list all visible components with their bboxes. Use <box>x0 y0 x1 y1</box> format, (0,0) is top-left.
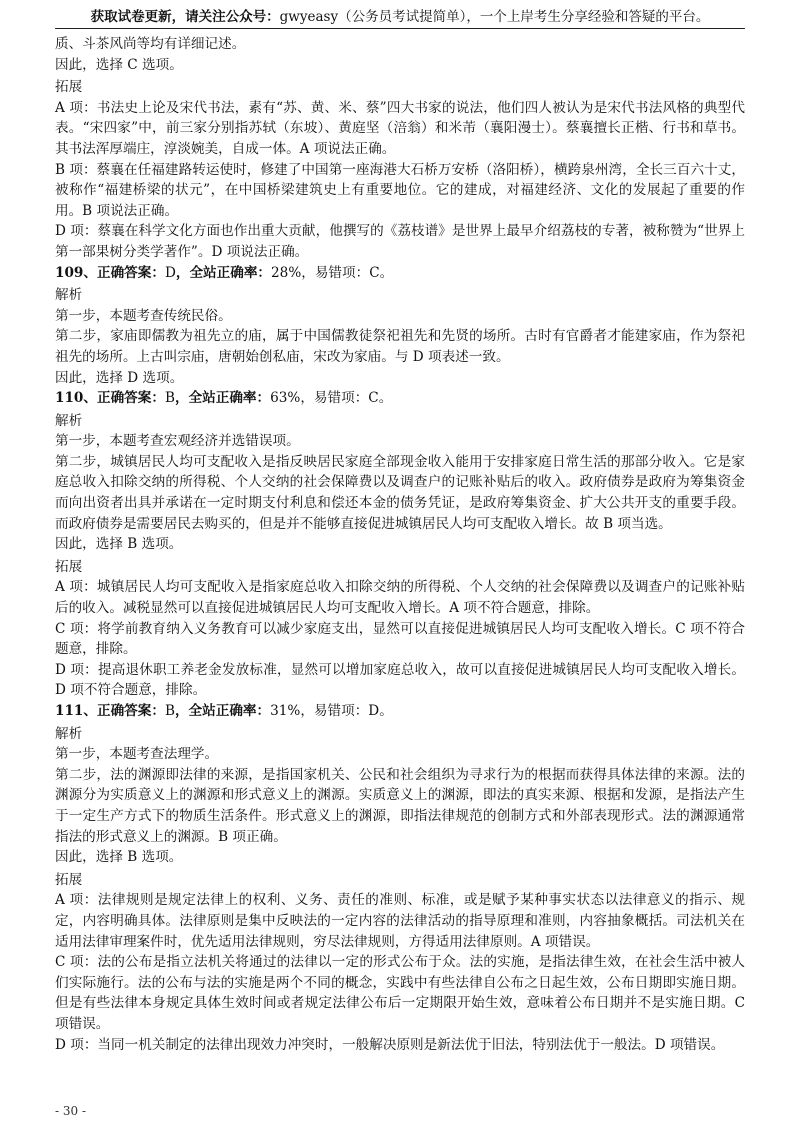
paragraph: D 项：蔡襄在科学文化方面也作出重大贡献，他撰写的《荔枝谱》是世界上最早介绍荔枝的专著，被称赞为“世界上第一部果树分类学著作”。D 项说法正确。 <box>55 223 745 260</box>
correct-answer: B <box>164 703 175 719</box>
paragraph: 第一步，本题考查法理学。 <box>55 746 219 763</box>
correct-answer: B <box>164 390 175 407</box>
paragraph: 第一步，本题考查宏观经济并选错误项。 <box>55 433 300 450</box>
section-label: 解析 <box>55 412 83 429</box>
accuracy-rate: 31%，易错项：D。 <box>270 703 393 719</box>
paragraph: C 项：法的公布是指立法机关将通过的法律以一定的形式公布于众。法的实施，是指法律生效，在社会生活中被人们实际施行。法的公布与法的实施是两个不同的概念，实践中有些法律自公布之日起生效，公布日期即实施日期。但是有些法律本身规定具体生效时间或者规定法律公布后一定期限开始生效，意味着公布日期并不是实施日期。C 项错误。 <box>55 954 745 1032</box>
paragraph: 质、斗茶风尚等均有详细记述。 <box>55 36 246 52</box>
paragraph: 因此，选择 B 选项。 <box>55 536 183 553</box>
paragraph: D 项：当同一机关制定的法律出现效力冲突时，一般解决原则是新法优于旧法，特别法优于一般法。D 项错误。 <box>55 1036 725 1053</box>
page-header <box>55 6 745 29</box>
paragraph: 因此，选择 D 选项。 <box>55 369 184 386</box>
paragraph: A 项：书法史上论及宋代书法，素有“苏、黄、米、蔡”四大书家的说法，他们四人被认为是宋代书法风格的典型代表。“宋四家”中，前三家分别指苏轼（东坡）、黄庭坚（涪翁）和米芾（襄阳漫士）。蔡襄擅长正楷、行书和草书。其书法浑厚端庄，淳淡婉美，自成一体。A 项说法正确。 <box>55 99 745 157</box>
accuracy-label: ，全站正确率： <box>175 264 272 281</box>
section-label: 拓展 <box>55 558 83 575</box>
section-label: 解析 <box>55 287 83 304</box>
paragraph: 因此，选择 B 选项。 <box>55 849 183 866</box>
accuracy-label: ，全站正确率： <box>174 390 271 407</box>
section-label: 拓展 <box>55 871 83 888</box>
paragraph: 第二步，家庙即儒教为祖先立的庙，属于中国儒教徒祭祀祖先和先贤的场所。古时有官爵者才能建家庙，作为祭祀祖先的场所。上古叫宗庙，唐朝始创私庙，宋改为家庙。与 D 项表述一致。 <box>55 328 745 365</box>
section-label: 解析 <box>55 725 83 742</box>
paragraph: 因此，选择 C 选项。 <box>55 56 183 73</box>
accuracy-rate: 63%，易错项：C。 <box>270 390 393 407</box>
paragraph: C 项：将学前教育纳入义务教育可以减少家庭支出，显然可以直接促进城镇居民人均可支配收入增长。C 项不符合题意，排除。 <box>55 620 745 658</box>
question-answer-heading <box>55 263 745 284</box>
answer-label: 110、正确答案： <box>55 390 165 407</box>
accuracy-rate: 28%，易错项：C。 <box>271 264 394 281</box>
paragraph: A 项：城镇居民人均可支配收入是指家庭总收入扣除交纳的所得税、个人交纳的社会保障费以及调查户的记账补贴后的收入。减税显然可以直接促进城镇居民人均可支配收入增长。A 项不符合题意，排除。 <box>55 579 745 617</box>
correct-answer: D <box>164 264 176 281</box>
answer-label: 109、正确答案： <box>55 264 165 281</box>
page-content <box>55 34 745 1055</box>
paragraph: D 项：提高退休职工养老金发放标准，显然可以增加家庭总收入，故可以直接促进城镇居民人均可支配收入增长。D 项不符合题意，排除。 <box>55 661 745 699</box>
page-number: - 30 - <box>55 1104 87 1118</box>
paragraph: 第一步，本题考查传统民俗。 <box>55 307 232 324</box>
question-answer-heading <box>55 701 745 722</box>
answer-label: 111、正确答案： <box>55 703 165 719</box>
paragraph: A 项：法律规则是规定法律上的权利、义务、责任的准则、标准，或是赋予某种事实状态以法律意义的指示、规定，内容明确具体。法律原则是集中反映法的一定内容的法律活动的指导原理和准则，内容抽象概括。司法机关在适用法律审理案件时，优先适用法律规则，穷尽法律规则，方得适用法律原则。A 项错误。 <box>55 892 745 950</box>
header-rest-text: gwyeasy（公务员考试提简单），一个上岸考生分享经验和答疑的平台。 <box>279 9 710 25</box>
section-label: 拓展 <box>55 79 83 96</box>
question-answer-heading <box>55 388 745 409</box>
paragraph: B 项：蔡襄在任福建路转运使时，修建了中国第一座海港大石桥万安桥（洛阳桥），横跨泉州湾，全长三百六十丈，被称作“福建桥梁的状元”，在中国桥梁建筑史上有重要地位。它的建成，对福建经济、文化的发展起了重要的作用。B 项说法正确。 <box>55 161 745 219</box>
paragraph: 第二步，法的渊源即法律的来源，是指国家机关、公民和社会组织为寻求行为的根据而获得具体法律的来源。法的渊源分为实质意义上的渊源和形式意义上的渊源。实质意义上的渊源，即法的真实来源、根据和发源，是指法产生于一定生产方式下的物质生活条件。形式意义上的渊源，即指法律规范的创制方式和外部表现形式。法的渊源通常指法的形式意义上的渊源。B 项正确。 <box>55 766 745 845</box>
header-bold-text: 获取试卷更新，请关注公众号： <box>90 9 280 25</box>
paragraph: 第二步，城镇居民人均可支配收入是指反映居民家庭全部现金收入能用于安排家庭日常生活的那部分收入。它是家庭总收入扣除交纳的所得税、个人交纳的社会保障费以及调查户的记账补贴后的收入。政府债券是政府为筹集资金而向出资者出具并承诺在一定时期支付利息和偿还本金的债务凭证，是政府筹集资金、扩大公共开支的重要手段。而政府债券是需要居民去购买的，但是并不能够直接促进城镇居民人均可支配收入增长。故 B 项当选。 <box>55 453 745 532</box>
accuracy-label: ，全站正确率： <box>174 703 271 719</box>
